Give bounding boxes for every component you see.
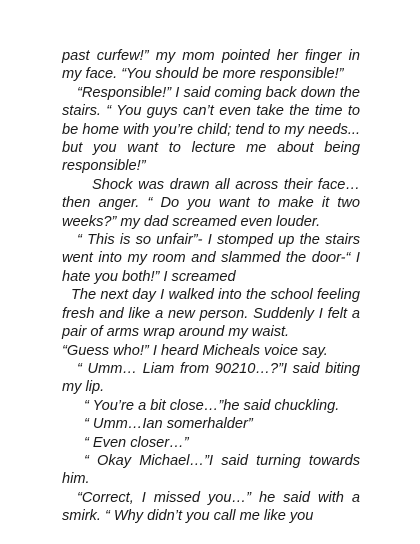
story-paragraph: “ Okay Michael…”I said turning towards him.	[62, 452, 360, 488]
story-paragraph: “ Umm…Ian somerhalder”	[84, 416, 253, 433]
story-paragraph: “ Umm… Liam from 90210…?”I said biting my lip.	[62, 360, 360, 396]
story-paragraph: past curfew!” my mom pointed her finger in my face. “You should be more responsible!”	[62, 48, 360, 83]
story-paragraph: “ This is so unfair”- I stomped up the stairs went into my room and slammed the door-“ I hate you both!” I screamed	[62, 232, 360, 285]
story-paragraph: “ You’re a bit close…”he said chuckling.	[84, 397, 340, 414]
story-paragraph: “Responsible!” I said coming back down the stairs. “ You guys can’t even take the time to be home with you’re child; tend to my needs... but you want to lecture me about being responsible!”	[62, 84, 360, 175]
story-paragraph: “Correct, I missed you…” he said with a smirk. “ Why didn’t you call me like you	[62, 489, 360, 525]
story-paragraph: The next day I walked into the school feeling fresh and like a new person. Suddenly I felt a pair of arms wrap around my waist.	[62, 287, 360, 341]
story-paragraph: “ Even closer…”	[84, 434, 189, 451]
story-paragraph: “Guess who!” I heard Micheals voice say.	[62, 342, 328, 359]
story-page	[62, 47, 360, 526]
story-paragraph: Shock was drawn all across their face… then anger. “ Do you want to make it two weeks?” my dad screamed even louder.	[62, 176, 360, 230]
